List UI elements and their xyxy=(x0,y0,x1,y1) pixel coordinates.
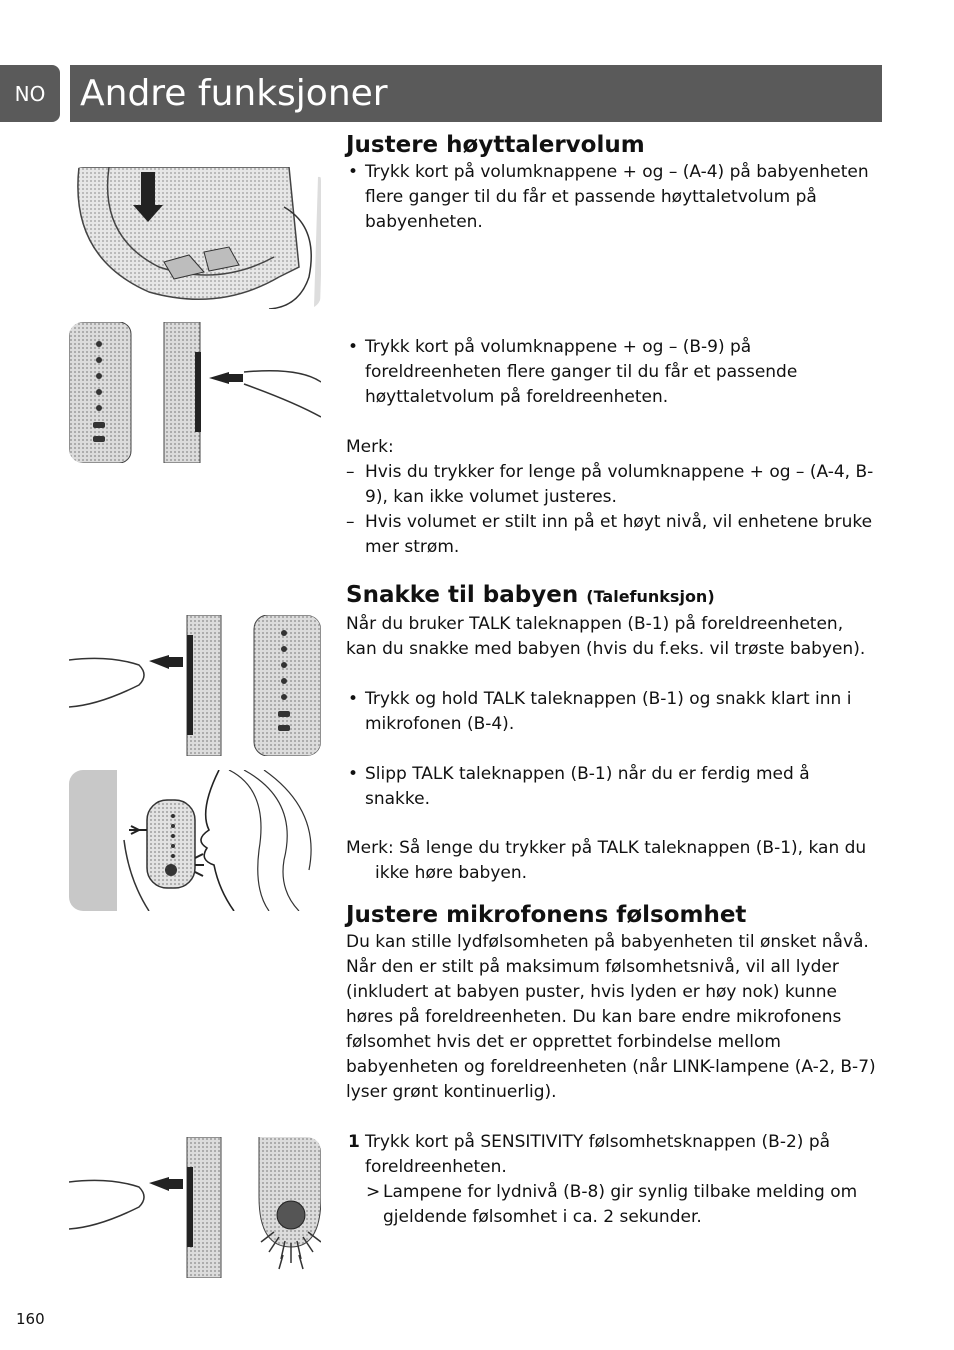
illustration-baby-unit-volume xyxy=(69,167,321,309)
note-text-continued: ikke høre babyen. xyxy=(375,863,528,883)
bullet-item: • Slipp TALK taleknappen (B-1) når du er ferdig med å snakke. xyxy=(346,762,876,812)
bullet-item: • Trykk og hold TALK taleknappen (B-1) og snakk klart inn i mikrofonen (B-4). xyxy=(346,687,876,737)
note-text: Så lenge du trykker på TALK taleknappen (B-1), kan du xyxy=(399,838,867,858)
section-speaker-volume-parent xyxy=(346,335,876,560)
language-code: NO xyxy=(14,81,46,106)
note-item: – Hvis du trykker for lenge på volumknappene + og – (A-4, B-9), kan ikke volumet justeres. xyxy=(346,460,876,510)
section-subheading: (Talefunksjon) xyxy=(586,587,715,606)
section-heading xyxy=(346,580,876,612)
note-label: Merk: xyxy=(346,437,394,457)
language-tab xyxy=(0,65,60,122)
section-mic-sensitivity xyxy=(346,900,881,1230)
paragraph: Når du bruker TALK taleknappen (B-1) på foreldreenheten, kan du snakke med babyen (hvis du f.eks. vil trøste babyen). xyxy=(346,614,866,659)
step-result: > Lampene for lydnivå (B-8) gir synlig tilbake melding om gjeldende følsomhet i ca. 2 sekunder. xyxy=(346,1180,881,1230)
step-number: 1 xyxy=(348,1132,360,1152)
page-number: 160 xyxy=(16,1310,45,1328)
section-heading: Justere høyttalervolum xyxy=(346,132,645,158)
bullet-item: • Trykk kort på volumknappene + og – (B-9) på foreldreenheten flere ganger til du får et passende høyttaletvolum på foreldreenheten. xyxy=(346,335,876,410)
illustration-parent-unit-volume xyxy=(69,322,321,463)
section-speaker-volume xyxy=(346,130,876,235)
step-text: Trykk kort på SENSITIVITY følsomhetsknappen (B-2) på foreldreenheten. xyxy=(365,1132,831,1177)
paragraph: Du kan stille lydfølsomheten på babyenheten til ønsket nåvå. Når den er stilt på maksimum følsomhetsnivå, vil all lyder (inkludert at babyen puster, hvis lyden er høy nok) kunne høres på foreldreenheten. Du kan bare endre mikrofonens følsomhet hvis det er opprettet forbindelse mellom babyenheten og foreldreenheten (når LINK-lampene (A-2, B-7) lyser grønt kontinuerlig). xyxy=(346,932,876,1102)
illustration-speaking-into-unit xyxy=(69,770,321,911)
section-heading-text: Snakke til babyen xyxy=(346,582,579,608)
note-label: Merk: xyxy=(346,838,394,858)
note-item: – Hvis volumet er stilt inn på et høyt nivå, vil enhetene bruke mer strøm. xyxy=(346,510,876,560)
section-talk xyxy=(346,580,876,886)
page-title-bar xyxy=(70,65,882,122)
bullet-item: • Trykk kort på volumknappene + og – (A-4) på babyenheten flere ganger til du får et passende høyttaletvolum på babyenheten. xyxy=(346,160,876,235)
note xyxy=(346,836,876,861)
numbered-step xyxy=(346,1130,881,1180)
page-title: Andre funksjoner xyxy=(80,73,388,114)
illustration-talk-button xyxy=(69,615,321,756)
illustration-sensitivity-button xyxy=(69,1137,321,1278)
section-heading: Justere mikrofonens følsomhet xyxy=(346,902,747,928)
